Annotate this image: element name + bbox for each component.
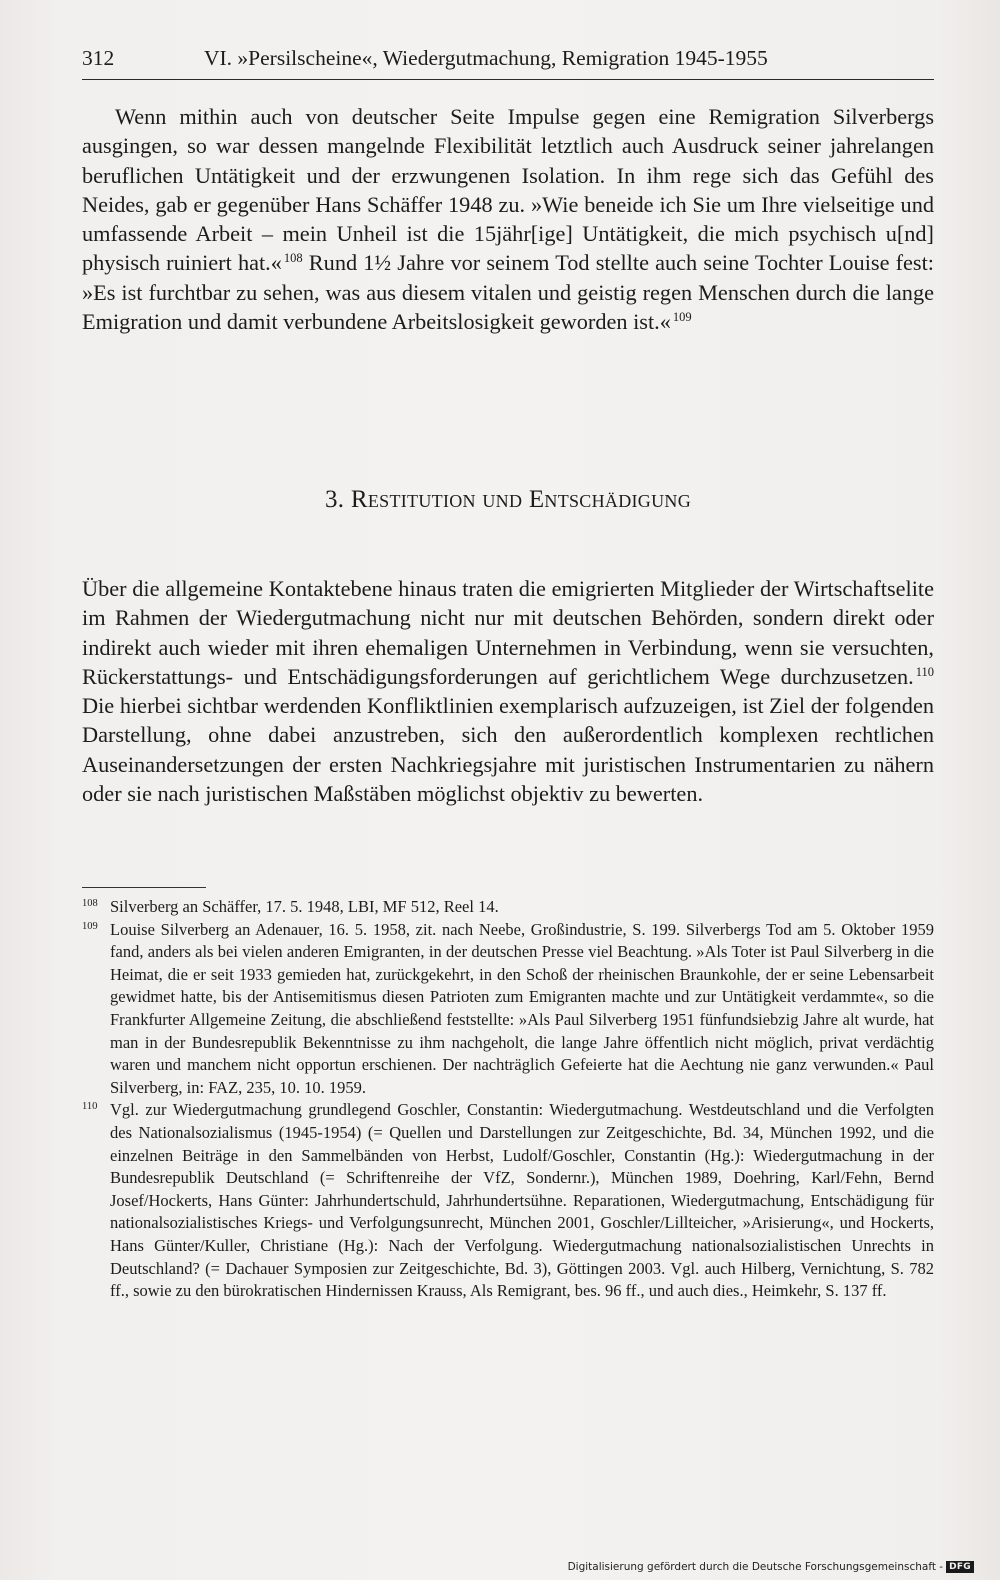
paragraph-2-part-1: Über die allgemeine Kontaktebene hinaus traten die emigrierten Mitglieder der Wirtschaftselite im Rahmen der Wiedergutmachung nicht nur mit deutschen Behörden, sondern direkt oder indirekt auch wieder mit ihren ehemaligen Unternehmen in Verbindung, wenn sie versuchten, Rückerstattungs- und Entschädigungsforderungen auf gerichtlichem Wege durchzusetzen. [82,576,934,689]
section-heading: 3. Restitution und Entschädigung [324,486,692,513]
attribution-text: Digitalisierung gefördert durch die Deutsche Forschungsgemeinschaft - [567,1561,944,1573]
dfg-logo: DFG [946,1561,974,1573]
footnote-number: 109 [82,920,98,932]
paragraph-1 [82,102,934,336]
running-head [82,43,934,77]
paragraph-2 [82,574,934,808]
footnote-number: 110 [82,1101,98,1113]
footnote-110 [82,1099,934,1302]
footnote-ref-110[interactable]: 110 [915,664,934,679]
footnote-109 [82,919,934,1100]
footnote-ref-108[interactable]: 108 [283,251,303,266]
footnote-108 [82,896,934,919]
footnote-text: Louise Silverberg an Adenauer, 16. 5. 1958, zit. nach Neebe, Großindustrie, S. 199. Silverbergs Tod am 5. Oktober 1959 fand, anders als bei vielen anderen Emigranten, in der deutschen Presse viel Beachtung. »Als Toter ist Paul Silverberg in die Heimat, die er seit 1933 gemieden hat, zurückgekehrt, in den Schoß der rheinischen Braunkohle, der er seine Lebensarbeit gewidmet hatte, bis der Antisemitismus diesen Patrioten zum Emigranten machte und zur Untätigkeit verdammte«, so die Frankfurter Allgemeine Zeitung, die abschließend feststellte: »Als Paul Silverberg 1951 fünfundsiebzig Jahre alt wurde, hat man in der Bundesrepublik Bekenntnisse zu ihm nachgeholt, die lange Jahre öffentlich nicht möglich, privat verdächtig waren und manchem nicht opportun erschienen. Der nachträglich Gefeierte hat die Aechtung nie ganz verwunden.« Paul Silverberg, in: FAZ, 235, 10. 10. 1959. [110,919,934,1097]
footnote-separator [82,887,206,888]
footnote-ref-109[interactable]: 109 [672,310,692,325]
page-number: 312 [82,46,115,70]
footnote-number: 108 [82,898,98,909]
header-rule [82,79,934,80]
footnote-text: Silverberg an Schäffer, 17. 5. 1948, LBI, MF 512, Reel 14. [110,897,499,916]
footnote-text: Vgl. zur Wiedergutmachung grundlegend Goschler, Constantin: Wiedergutmachung. Westdeutschland und die Verfolgten des Nationalsozialismus (1945-1954) (= Quellen und Darstellungen zur Zeitgeschichte, Bd. 34, München 1992, und die einzelnen Beiträge in den Sammelbänden von Herbst, Ludolf/Goschler, Constantin (Hg.): Wiedergutmachung in der Bundesrepublik Deutschland (= Schriftenreihe der VfZ, Sondernr.), München 1989, Doehring, Karl/Fehn, Bernd Josef/Hockerts, Hans Günter: Jahrhundertschuld, Jahrhundertsühne. Reparationen, Wiedergutmachung, Entschädigung für nationalsozialistisches Kriegs- und Verfolgungsunrecht, München 2001, Goschler/Lillteicher, »Arisierung«, und Hockerts, Hans Günter/Kuller, Christiane (Hg.): Nach der Verfolgung. Wiedergutmachung nationalsozialistischen Unrechts in Deutschland? (= Dachauer Symposien zur Zeitgeschichte, Bd. 3), Göttingen 2003. Vgl. auch Hilberg, Vernichtung, S. 782 ff., sowie zu den bürokratischen Hindernissen Krauss, Als Remigrant, bes. 96 ff., und auch dies., Heimkehr, S. 137 ff. [110,1100,934,1301]
running-head-title: VI. »Persilscheine«, Wiedergutmachung, Remigration 1945-1955 [204,46,768,70]
paragraph-1-part-1: Wenn mithin auch von deutscher Seite Impulse gegen eine Remigration Silverbergs ausgingen, so war dessen mangelnde Flexibilität letztlich auch Ausdruck seiner jahrelangen beruflichen Untätigkeit und der erzwungenen Isolation. In ihm rege sich das Gefühl des Neides, gab er gegenüber Hans Schäffer 1948 zu. »Wie beneide ich Sie um Ihre vielseitige und umfassende Arbeit – mein Unheil ist die 15jähr[ige] Untätigkeit, die mich psychisch u[nd] physisch ruiniert hat.« [82,104,934,276]
paragraph-1-part-2: Rund 1½ Jahre vor seinem Tod stellte auch seine Tochter Louise fest: »Es ist furchtbar zu sehen, was aus diesem vitalen und geistig regen Menschen durch die lange Emigration und damit verbundene Arbeitslosigkeit geworden ist.« [82,250,935,335]
digitization-attribution [568,1561,974,1573]
footnotes [82,896,934,1303]
paragraph-2-part-2: Die hierbei sichtbar werdenden Konfliktlinien exemplarisch aufzuzeigen, ist Ziel der folgenden Darstellung, ohne dabei anzustreben, sich den außerordentlich komplexen rechtlichen Auseinandersetzungen der ersten Nachkriegsjahre mit juristischen Instrumentarien zu nähern oder sie nach juristischen Maßstäben möglichst objektiv zu bewerten. [82,693,934,807]
